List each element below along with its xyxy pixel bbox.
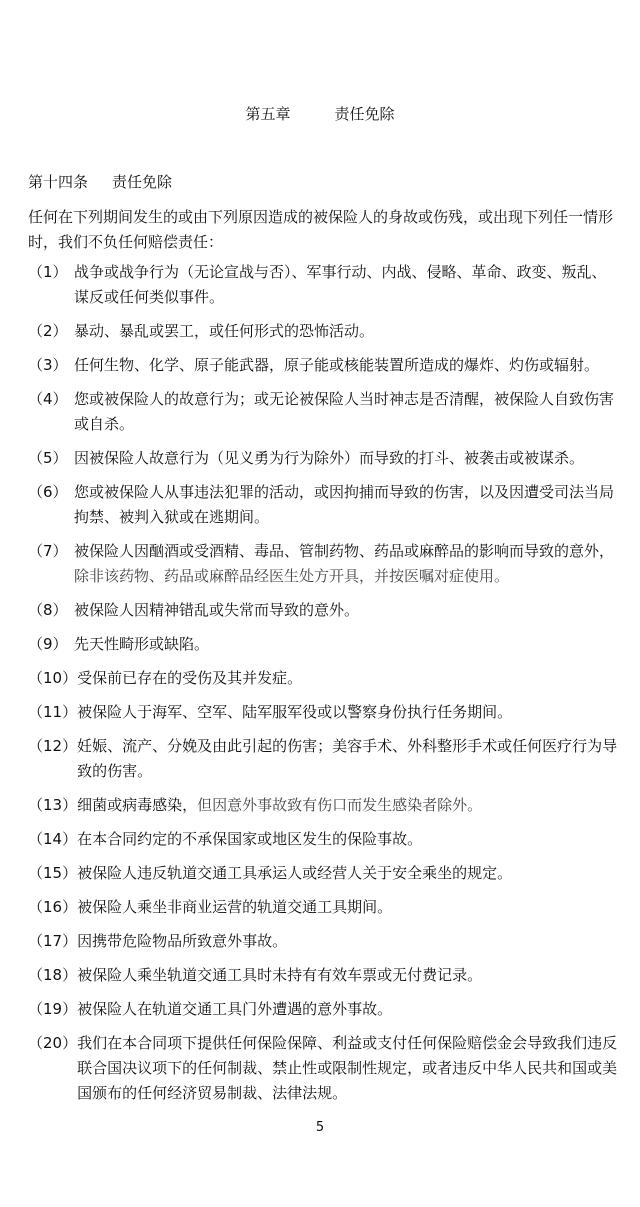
item-number: （14） bbox=[28, 830, 78, 848]
item-text: 战争或战争行为（无论宣战与否）、军事行动、内战、侵略、革命、政变、叛乱、谋反或任何类似事件。 bbox=[74, 263, 607, 306]
item-text: 被保险人于海军、空军、陆军服军役或以警察身份执行任务期间。 bbox=[77, 703, 513, 721]
item-text: 被保险人乘坐轨道交通工具时未持有有效车票或无付费记录。 bbox=[77, 966, 483, 984]
item-number: （17） bbox=[28, 932, 78, 950]
item-text: 细菌或病毒感染，但因意外事故致有伤口而发生感染者除外。 bbox=[77, 796, 483, 814]
item-number: （7） bbox=[28, 542, 68, 560]
list-item bbox=[28, 1031, 618, 1106]
list-item bbox=[28, 734, 618, 784]
intro-paragraph: 任何在下列期间发生的或由下列原因造成的被保险人的身故或伤残，或出现下列任一情形时，我们不负任何赔偿责任： bbox=[28, 208, 614, 251]
item-text: 被保险人因精神错乱或失常而导致的意外。 bbox=[74, 601, 360, 619]
chapter-title bbox=[0, 104, 640, 124]
list-item bbox=[28, 480, 618, 530]
list-item bbox=[28, 260, 618, 310]
list-item bbox=[28, 700, 618, 725]
item-text: 在本合同约定的不承保国家或地区发生的保险事故。 bbox=[77, 830, 423, 848]
list-item bbox=[28, 387, 618, 437]
article-number: 第十四条 bbox=[28, 173, 89, 191]
list-item bbox=[28, 861, 618, 886]
item-text: 妊娠、流产、分娩及由此引起的伤害；美容手术、外科整形手术或任何医疗行为导致的伤害。 bbox=[77, 737, 618, 780]
chapter-name: 责任免除 bbox=[334, 105, 395, 123]
item-number: （19） bbox=[28, 1000, 78, 1018]
item-text: 我们在本合同项下提供任何保险保障、利益或支付任何保险赔偿金会导致我们违反联合国决议项下的任何制裁、禁止性或限制性规定，或者违反中华人民共和国或美国颁布的任何经济贸易制裁、法律法规。 bbox=[77, 1034, 618, 1102]
list-item bbox=[28, 895, 618, 920]
item-number: （13） bbox=[28, 796, 78, 814]
item-text: 被保险人违反轨道交通工具承运人或经营人关于安全乘坐的规定。 bbox=[77, 864, 513, 882]
list-item bbox=[28, 929, 618, 954]
item-number: （5） bbox=[28, 449, 68, 467]
item-number: （1） bbox=[28, 263, 68, 281]
list-item bbox=[28, 446, 618, 471]
item-text: 被保险人在轨道交通工具门外遭遇的意外事故。 bbox=[77, 1000, 393, 1018]
item-number: （15） bbox=[28, 864, 78, 882]
item-number: （8） bbox=[28, 601, 68, 619]
item-number: （16） bbox=[28, 898, 78, 916]
item-number: （20） bbox=[28, 1034, 78, 1052]
list-item bbox=[28, 997, 618, 1022]
list-item bbox=[28, 632, 618, 657]
list-item bbox=[28, 353, 618, 378]
list-item bbox=[28, 963, 618, 988]
exclusion-list bbox=[28, 260, 618, 1115]
item-text: 受保前已存在的受伤及其并发症。 bbox=[77, 669, 303, 687]
list-item bbox=[28, 539, 618, 589]
article-name: 责任免除 bbox=[112, 173, 173, 191]
item-text: 先天性畸形或缺陷。 bbox=[74, 635, 210, 653]
item-number: （10） bbox=[28, 669, 78, 687]
item-text: 被保险人乘坐非商业运营的轨道交通工具期间。 bbox=[77, 898, 393, 916]
item-number: （11） bbox=[28, 703, 78, 721]
list-item bbox=[28, 793, 618, 818]
item-number: （9） bbox=[28, 635, 68, 653]
item-number: （18） bbox=[28, 966, 78, 984]
item-number: （2） bbox=[28, 322, 68, 340]
item-text: 被保险人因酗酒或受酒精、毒品、管制药物、药品或麻醉品的影响而导致的意外，除非该药物、药品或麻醉品经医生处方开具，并按医嘱对症使用。 bbox=[74, 542, 615, 585]
list-item bbox=[28, 666, 618, 691]
item-text: 您或被保险人的故意行为；或无论被保险人当时神志是否清醒，被保险人自致伤害或自杀。 bbox=[74, 390, 615, 433]
list-item bbox=[28, 598, 618, 623]
page-number: 5 bbox=[315, 1120, 325, 1135]
item-text: 任何生物、化学、原子能武器，原子能或核能装置所造成的爆炸、灼伤或辐射。 bbox=[74, 356, 600, 374]
item-text: 因携带危险物品所致意外事故。 bbox=[77, 932, 288, 950]
article-heading bbox=[28, 172, 172, 192]
item-number: （3） bbox=[28, 356, 68, 374]
item-number: （6） bbox=[28, 483, 68, 501]
item-text: 因被保险人故意行为（见义勇为行为除外）而导致的打斗、被袭击或被谋杀。 bbox=[74, 449, 585, 467]
item-text: 您或被保险人从事违法犯罪的活动，或因拘捕而导致的伤害，以及因遭受司法当局拘禁、被判入狱或在逃期间。 bbox=[74, 483, 615, 526]
item-text: 暴动、暴乱或罢工，或任何形式的恐怖活动。 bbox=[74, 322, 375, 340]
list-item bbox=[28, 319, 618, 344]
list-item bbox=[28, 827, 618, 852]
item-number: （12） bbox=[28, 737, 78, 755]
item-number: （4） bbox=[28, 390, 68, 408]
chapter-number: 第五章 bbox=[245, 105, 291, 123]
